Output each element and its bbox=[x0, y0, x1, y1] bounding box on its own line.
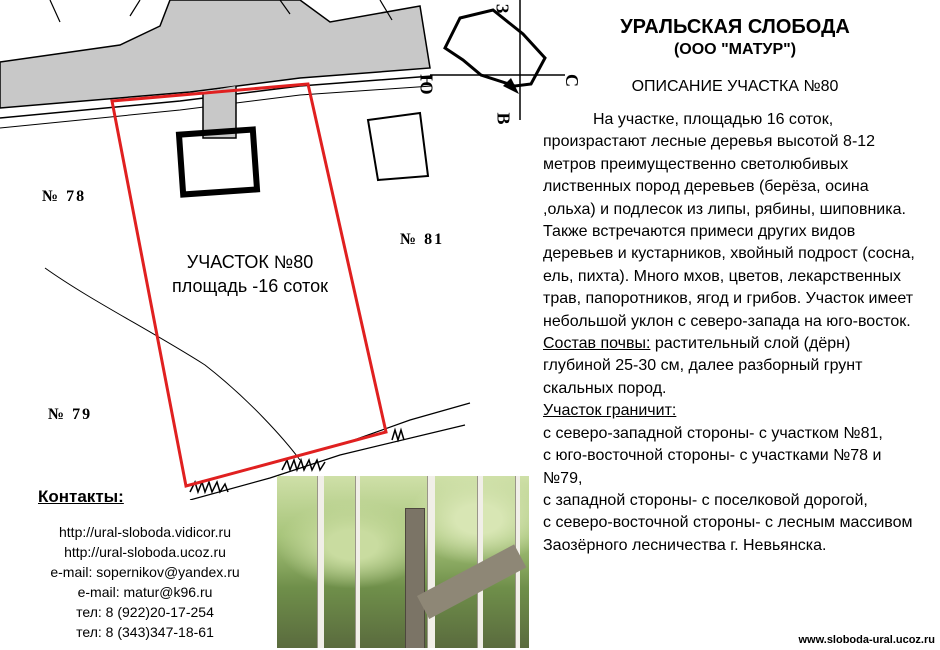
forest-photo bbox=[277, 476, 529, 648]
border-item: с западной стороны- с поселковой дорогой, bbox=[543, 491, 868, 509]
borders-label: Участок граничит: bbox=[543, 402, 677, 420]
birch-trunk bbox=[355, 476, 360, 648]
parcel-title: УЧАСТОК №80 bbox=[186, 252, 314, 272]
description-block bbox=[543, 109, 915, 557]
compass-west-label: Ю bbox=[416, 74, 437, 95]
plot-79-label: № 79 bbox=[48, 406, 93, 423]
soil-label: Состав почвы: bbox=[543, 335, 651, 353]
border-item: с юго-восточной стороны- с участками №78 и №79, bbox=[543, 447, 882, 487]
company-subtitle: (ООО "МАТУР") bbox=[673, 41, 797, 58]
border-item: с северо-западной стороны- с участком №81, bbox=[543, 424, 883, 442]
description-heading: ОПИСАНИЕ УЧАСТКА №80 bbox=[631, 78, 839, 95]
plot-81-label: № 81 bbox=[400, 231, 445, 248]
plot-78-label: № 78 bbox=[42, 188, 87, 205]
compass-south-label: В bbox=[493, 112, 514, 125]
border-item: с северо-восточной стороны- с лесным массивом Заозёрного лесничества г. Невьянска. bbox=[543, 514, 913, 554]
soil-text: растительный слой (дёрн) глубиной 25-30 см, далее разборный грунт скальных пород. bbox=[543, 335, 863, 397]
parcel-area: площадь -16 соток bbox=[172, 276, 328, 296]
soil-paragraph bbox=[543, 333, 915, 400]
compass-east-label: С bbox=[562, 74, 582, 87]
contact-email[interactable]: e-mail: matur@k96.ru bbox=[77, 584, 213, 600]
house bbox=[179, 129, 257, 194]
stump bbox=[405, 508, 425, 648]
company-title: УРАЛЬСКАЯ СЛОБОДА bbox=[620, 16, 850, 38]
footer-url[interactable]: www.sloboda-ural.ucoz.ru bbox=[798, 634, 935, 646]
contact-phone: тел: 8 (922)20-17-254 bbox=[76, 604, 214, 620]
birch-trunk bbox=[317, 476, 324, 648]
compass-north-label: З bbox=[492, 3, 513, 14]
contact-email[interactable]: e-mail: sopernikov@yandex.ru bbox=[50, 564, 240, 580]
contact-phone: тел: 8 (343)347-18-61 bbox=[76, 624, 214, 640]
grass-tuft bbox=[392, 430, 404, 440]
contact-link[interactable]: http://ural-sloboda.vidicor.ru bbox=[59, 524, 231, 540]
description-intro: На участке, площадью 16 соток, произрастают лесные деревья высотой 8-12 метров преимущественно светолюбивых лиственных пород деревьев (берёза, осина ,ольха) и подлесок из липы, рябины, шиповника. Также встречаются примеси других видов деревьев и кустарников, хвойный подрост (сосна, ель, пихта). Много мхов, цветов, лекарственных трав, папоротников, ягод и грибов. Участок имеет небольшой уклон с северо-запада на юго-восток. bbox=[543, 111, 915, 330]
contacts-list bbox=[20, 522, 270, 642]
contact-link[interactable]: http://ural-sloboda.ucoz.ru bbox=[64, 544, 226, 560]
birch-trunk bbox=[427, 476, 435, 648]
parcel-label bbox=[150, 250, 350, 298]
contacts-title: Контакты: bbox=[38, 487, 124, 506]
